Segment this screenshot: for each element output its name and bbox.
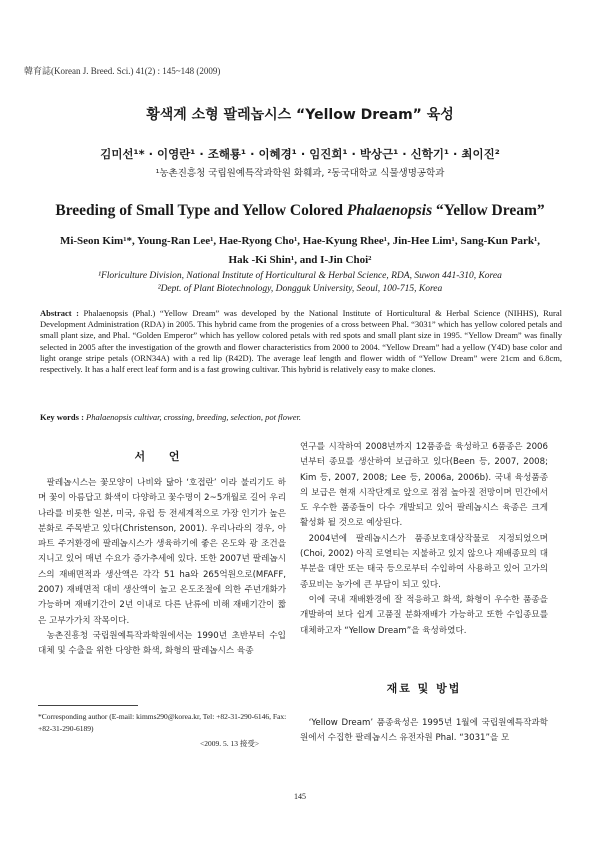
english-title-genus: Phalaenopsis <box>346 202 433 219</box>
section-heading-introduction: 서 언 <box>134 450 190 463</box>
korean-title: 황색계 소형 팔레놉시스 “Yellow Dream” 육성 <box>146 107 454 123</box>
english-title <box>0 202 600 220</box>
english-affiliations <box>20 270 580 296</box>
intro-paragraph-1: 팔레놉시스는 꽃모양이 나비와 닮아 ‘호접란’ 이라 불리기도 하며 꽃이 아름답고 화색이 다양하고 꽃수명이 2~5개월로 길어 우리나라를 비롯한 일본, 미국, 유럽 등 전세계적으로 가장 인기가 높은 분화로 주목받고 있다(Christenson, 2001). 우리나라의 경우, 아파트 주거환경에 팔레놉시스가 생육하기에 좋은 온도와 광 조건을 지니고 있어 매년 수요가 증가추세에 있다. 또한 2007년 팔레놉시스의 재배면적과 생산액은 각각 51 ha와 265억원으로(MFAFF, 2007) 재배면적 대비 생산액이 높고 온도조절에 의한 주년개화가 가능하며 재배기간이 2년 이내로 다른 난류에 비해 재배기간이 짧은 고부가가치 작목이다. <box>38 478 286 626</box>
english-authors <box>40 232 560 270</box>
section-heading-methods: 재료 및 방법 <box>386 682 462 695</box>
page-number: 145 <box>294 792 306 801</box>
english-title-part2: “Yellow Dream” <box>432 202 545 219</box>
intro-paragraph-4: 2004년에 팔레놉시스가 품종보호대상작물로 지정되었으며(Choi, 2002) 아직 로열티는 지불하고 있지 않으나 재배종묘의 대부분을 대만 또는 태국 등으로부터 수입하여 사용하고 있어 고가의 종묘비는 농가에 큰 부담이 되고 있다. <box>300 533 548 590</box>
intro-paragraph-5: 이에 국내 재배환경에 잘 적응하고 화색, 화형이 우수한 품종을 개발하여 보다 쉽게 고품질 분화재배가 가능하고 또한 수입종묘를 대체하고자 “Yellow Dream”을 육성하였다. <box>300 594 548 636</box>
korean-authors: 김미선¹* · 이영란¹ · 조해룡¹ · 이혜경¹ · 임진희¹ · 박상근¹ · 신학기¹ · 최이진² <box>100 147 500 161</box>
intro-paragraph-3: 연구를 시작하여 2008년까지 12품종을 육성하고 6품종은 2006년부터 종묘를 생산하여 보급하고 있다(Been 등, 2007, 2008; Kim 등, 2007, 2008; Lee 등, 2006a, 2006b). 국내 육성품종의 보급은 현재 시작단계로 앞으로 점점 높아질 전망이며 민간에서도 우수한 품종들이 다수 개발되고 있어 팔레놉시스 육종은 크게 활성화 될 것으로 예상된다. <box>300 442 548 529</box>
right-column <box>300 440 548 639</box>
intro-paragraph-2: 농촌진흥청 국립원예특작과학원에서는 1990년 초반부터 수입대체 및 수출을 위한 다양한 화색, 화형의 팔레놉시스 육종 <box>38 630 286 657</box>
keywords-text: Phalaenopsis cultivar, crossing, breeding, selection, pot flower. <box>86 412 301 422</box>
abstract-text: Phalaenopsis (Phal.) “Yellow Dream” was developed by the National Institute of Horticultural & Herbal Science (NIHHS), Rural Development Administration (RDA) in 2005. This hybrid came from the progenies of a cross between Phal. “3031” which has yellow colored petals and small plant size, and Phal. “Golden Emperor” which has yellow colored petals with red spots and small plant size in 1995. “Yellow Dream” was finally selected in 2005 after the investigation of the growth and flower characteristics from 2000 to 2004. “Yellow Dream” had a yellow (Y4D) base color and light orange stripe petals (ORN34A) with a red lip (R42D). The average leaf length and flower width of “Yellow Dream” were 21cm and 6.8cm, respectively. It has a half erect leaf form and is a fast growing cultivar. This hybrid is relatively easy to make clones. <box>40 308 562 375</box>
abstract <box>40 308 562 375</box>
methods-column <box>300 716 548 747</box>
footnote-divider <box>38 705 138 706</box>
english-title-part1: Breeding of Small Type and Yellow Colored <box>55 202 347 219</box>
methods-paragraph-1: ‘Yellow Dream’ 품종육성은 1995년 1월에 국립원예특작과학원에서 수집한 팔레놉시스 유전자원 Phal. “3031”을 모 <box>300 718 548 744</box>
corresponding-author-footnote: *Corresponding author (E-mail: kimms290@korea.kr, Tel: +82-31-290-6146, Fax: +82-31-290-6189) <box>38 712 287 733</box>
korean-affiliations: ¹농촌진흥청 국립원예특작과학원 화훼과, ²동국대학교 식물생명공학과 <box>155 168 445 179</box>
keywords-label: Key words : <box>40 412 84 422</box>
journal-reference: 韓育誌(Korean J. Breed. Sci.) 41(2) : 145~148 (2009) <box>24 66 221 76</box>
affiliation-1: ¹Floriculture Division, National Institute of Horticultural & Herbal Science, RDA, Suwon 441-310, Korea <box>98 271 502 281</box>
affiliation-2: ²Dept. of Plant Biotechnology, Dongguk University, Seoul, 100-715, Korea <box>157 284 443 294</box>
received-date: <2009. 5. 13 接受> <box>200 739 260 748</box>
english-authors-line1: Mi-Seon Kim¹*, Young-Ran Lee¹, Hae-Ryong Cho¹, Hae-Kyung Rhee¹, Jin-Hee Lim¹, Sang-Kun Park¹, <box>59 235 541 247</box>
left-column <box>38 476 286 660</box>
english-authors-line2: Hak -Ki Shin¹, and I-Jin Choi² <box>228 254 372 266</box>
abstract-label: Abstract : <box>40 308 79 318</box>
keywords <box>40 412 562 422</box>
